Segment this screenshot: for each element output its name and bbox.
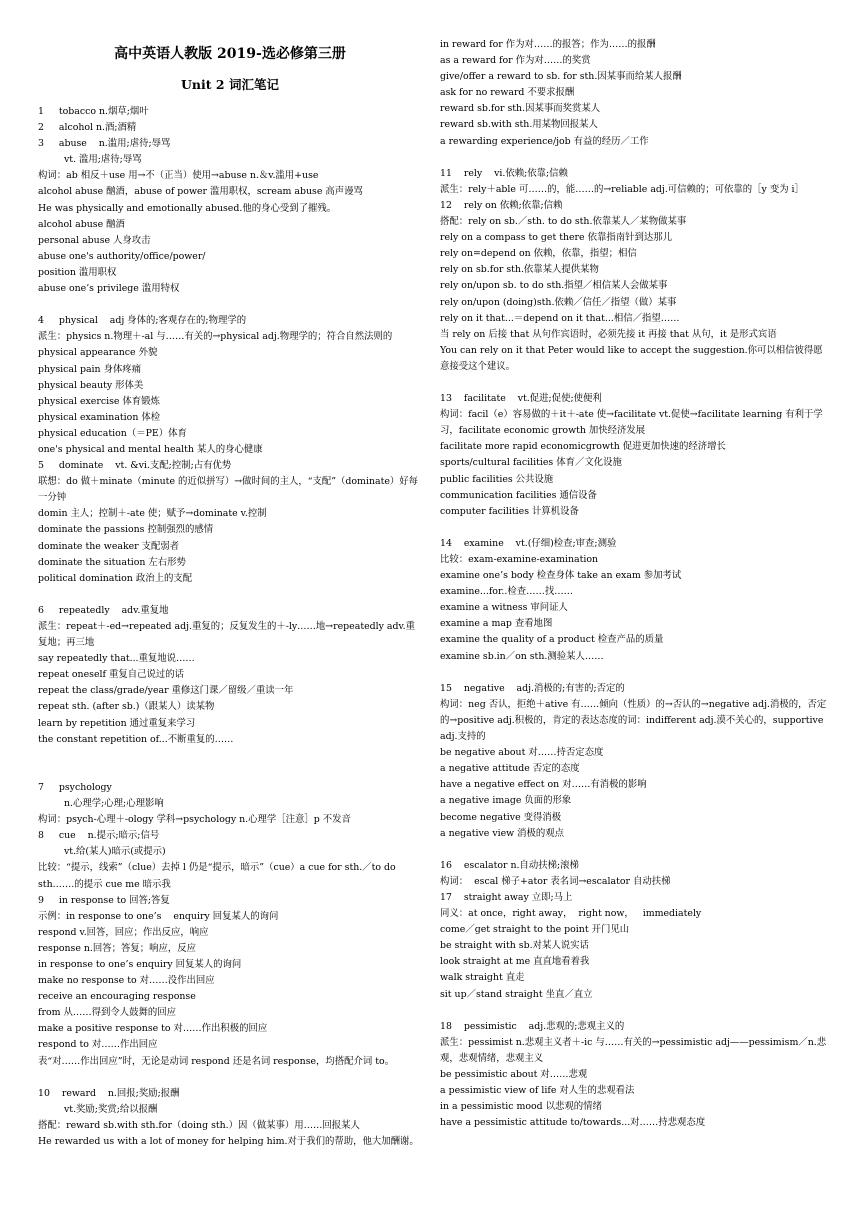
text-line: 构词：neg 否认，拒绝＋ative 有……倾向（性质）的→否认的→negative adj.消极的，否定的→positive adj.积极的，肯定的表达态度的词：indifferent adj.漠不关心的，supportive adj.支持的: [440, 698, 827, 743]
text-line: be pessimistic about 对……悲观: [440, 1069, 588, 1080]
section-gap: [440, 520, 828, 536]
section-gap: [440, 375, 828, 391]
text-line: 构词：psych-心理＋-ology 学科→psychology n.心理学［注意］p 不发音: [38, 814, 351, 826]
text-line: examine a witness 审问证人: [440, 602, 568, 614]
document-title: 高中英语人教版 2019-选必修第三册: [114, 46, 346, 62]
section-gap: [440, 150, 828, 166]
text-line: personal abuse 人身攻击: [38, 234, 151, 246]
text-line: physical beauty 形体美: [38, 379, 144, 391]
text-line: 12 rely on 依赖;依靠;信赖: [440, 199, 563, 211]
text-line: 表“对……作出回应”时，无论是动词 respond 还是名词 response，均搭配介词 to。: [38, 1055, 395, 1067]
text-line: make no response to 对……没作出回应: [38, 975, 215, 987]
text-line: 构词： escal 梯子+ator 表名词→escalator 自动扶梯: [440, 875, 671, 887]
text-line: physical pain 身体疼痛: [38, 363, 142, 375]
text-line: make a positive response to 对……作出积极的回应: [38, 1023, 268, 1035]
text-line: 11 rely vi.依赖;依靠;信赖: [440, 167, 568, 179]
text-line: facilitate more rapid economicgrowth 促进更加快速的经济增长: [440, 441, 726, 453]
text-line: 13 facilitate vt.促进;促使;使便利: [440, 393, 602, 405]
text-line: alcohol abuse 酗酒，abuse of power 滥用职权，scream abuse 高声谩骂: [38, 186, 363, 198]
text-line: 18 pessimistic adj.悲观的;悲观主义的: [440, 1020, 625, 1032]
text-line: vt. 滥用;虐待;辱骂: [64, 154, 142, 166]
text-line: 2 alcohol n.酒;酒精: [38, 122, 137, 134]
text-line: examine sb.in／on sth.测验某人……: [440, 650, 604, 662]
text-line: 搭配：rely on sb.／sth. to do sth.依靠某人／某物做某事: [440, 216, 687, 228]
text-line: political domination 政治上的支配: [38, 572, 193, 584]
text-line: examine a map 查看地图: [440, 618, 553, 630]
section-gap: [440, 1003, 828, 1019]
text-line: dominate the weaker 支配弱者: [38, 540, 180, 552]
text-line: learn by repetition 通过重复来学习: [38, 717, 196, 729]
text-line: examine the quality of a product 检查产品的质量: [440, 634, 664, 646]
text-line: in response to one’s enquiry 回复某人的询问: [38, 958, 242, 970]
right-column: [440, 0, 828, 1131]
text-line: sports/cultural facilities 体育／文化设施: [440, 457, 622, 469]
section-gap: [38, 297, 422, 313]
text-line: ask for no reward 不要求报酬: [440, 87, 575, 99]
section-gap: [440, 842, 828, 858]
document-subtitle: Unit 2 词汇笔记: [181, 77, 279, 92]
text-line: physical education（＝PE）体育: [38, 427, 187, 439]
text-line: 比较：exam-examine-examination: [440, 554, 599, 565]
text-line: 示例：in response to one’s enquiry 回复某人的询问: [38, 910, 279, 922]
text-line: one's physical and mental health 某人的身心健康: [38, 443, 263, 455]
text-line: respond to 对……作出回应: [38, 1039, 158, 1051]
text-line: the constant repetition of...不断重复的……: [38, 733, 234, 745]
text-line: 15 negative adj.消极的;有害的;否定的: [440, 682, 625, 694]
text-line: 1 tobacco n.烟草;烟叶: [38, 106, 149, 117]
text-line: alcohol abuse 酗酒: [38, 218, 125, 230]
text-line: have a negative effect on 对……有消极的影响: [440, 779, 647, 791]
text-line: be straight with sb.对某人说实话: [440, 940, 589, 952]
text-line: physical exercise 体育锻炼: [38, 395, 160, 407]
text-line: as a reward for 作为对……的奖赏: [440, 55, 591, 67]
right-column-lines: [440, 37, 828, 1131]
text-line: vt.奖励;奖赏;给以报酬: [64, 1103, 158, 1115]
text-line: vt.给(某人)暗示(或提示): [64, 846, 166, 858]
text-line: dominate the passions 控制强烈的感情: [38, 524, 214, 536]
text-line: computer facilities 计算机设备: [440, 505, 579, 517]
text-line: You can rely on it that Peter would like to accept the suggestion.你可以相信彼得愿意接受这个建议。: [440, 344, 823, 372]
text-line: physical appearance 外貌: [38, 347, 158, 359]
text-line: 派生：rely＋able 可……的，能……的→reliable adj.可信赖的；可依靠的［y 变为 i］: [440, 183, 804, 195]
text-line: in reward for 作为对……的报答；作为……的报酬: [440, 39, 656, 50]
text-line: 3 abuse n.滥用;虐待;辱骂: [38, 138, 171, 150]
text-line: be negative about 对……持否定态度: [440, 747, 604, 759]
text-line: rely on/upon (doing)sth.依赖／信任／指望（做）某事: [440, 296, 677, 308]
text-line: 10 reward n.回报;奖励;报酬: [38, 1087, 180, 1099]
text-line: He rewarded us with a lot of money for helping him.对于我们的帮助，他大加酬谢。: [38, 1136, 419, 1147]
text-line: 4 physical adj 身体的;客观存在的;物理学的: [38, 315, 247, 327]
text-line: communication facilities 通信设备: [440, 489, 597, 501]
section-gap: [38, 1070, 422, 1086]
text-line: 5 dominate vt. &vi.支配;控制;占有优势: [38, 460, 232, 472]
text-line: sit up／stand straight 坐直／直立: [440, 988, 593, 1000]
text-line: response n.回答；答复；响应，反应: [38, 942, 197, 954]
text-line: position 滥用职权: [38, 266, 117, 278]
text-line: look straight at me 直直地看着我: [440, 956, 590, 968]
text-line: 派生：repeat＋-ed→repeated adj.重复的；反复发生的＋-ly……地→repeatedly adv.重复地；再三地: [38, 621, 416, 649]
text-line: in a pessimistic mood 以悲观的情绪: [440, 1101, 602, 1113]
text-line: 16 escalator n.自动扶梯;滚梯: [440, 859, 579, 871]
text-line: a pessimistic view of life 对人生的悲观看法: [440, 1085, 635, 1097]
text-line: 派生：physics n.物理＋-al 与……有关的→physical adj.物理学的；符合自然法则的: [38, 331, 393, 343]
text-line: walk straight 直走: [440, 972, 525, 984]
section-gap: [38, 587, 422, 603]
text-line: public facilities 公共设施: [440, 473, 554, 485]
text-line: 同义：at once，right away， right now， immediately: [440, 908, 702, 920]
text-line: examine one’s body 检查身体 take an exam 参加考试: [440, 570, 682, 582]
text-line: examine...for..检查……找……: [440, 586, 573, 598]
text-line: from 从……得到令人鼓舞的回应: [38, 1007, 176, 1019]
section-gap: [440, 665, 828, 681]
text-line: a negative image 负面的形象: [440, 795, 572, 807]
text-line: reward sb.for sth.因某事而奖赏某人: [440, 103, 601, 115]
text-line: say repeatedly that...重复地说……: [38, 653, 195, 665]
text-line: He was physically and emotionally abused.他的身心受到了摧残。: [38, 202, 337, 214]
text-line: 17 straight away 立即;马上: [440, 891, 573, 903]
text-line: rely on sb.for sth.依靠某人提供某物: [440, 264, 599, 276]
text-line: a negative attitude 否定的态度: [440, 763, 580, 775]
text-line: become negative 变得消极: [440, 811, 562, 823]
text-line: repeat oneself 重复自己说过的话: [38, 669, 184, 681]
text-line: abuse one’s privilege 滥用特权: [38, 283, 180, 295]
text-line: 构词：facil（e）容易做的＋it＋-ate 使→facilitate vt.促使→facilitate learning 有利于学习，facilitate economic growth 加快经济发展: [440, 409, 823, 437]
text-line: 构词：ab 相反＋use 用→不（正当）使用→abuse n.＆v.滥用+use: [38, 170, 319, 182]
left-column: [38, 0, 422, 1150]
text-line: domin 主人；控制＋-ate 使；赋予→dominate v.控制: [38, 508, 267, 520]
text-line: rely on/upon sb. to do sth.指望／相信某人会做某事: [440, 280, 668, 292]
text-line: 7 psychology: [38, 781, 112, 793]
text-line: 8 cue n.提示;暗示;信号: [38, 830, 160, 842]
text-line: 9 in response to 回答;答复: [38, 894, 170, 906]
text-line: dominate the situation 左右形势: [38, 556, 186, 568]
text-line: 当 rely on 后接 that 从句作宾语时，必须先接 it 再接 that 从句，it 是形式宾语: [440, 328, 777, 340]
text-line: 派生：pessimist n.悲观主义者＋-ic 与……有关的→pessimistic adj——pessimism／n.悲观，悲观情绪，悲观主义: [440, 1036, 827, 1064]
text-line: repeat sth. (after sb.)（跟某人）读某物: [38, 701, 215, 713]
text-line: 6 repeatedly adv.重复地: [38, 604, 169, 616]
text-line: repeat the class/grade/year 重修这门课／留级／重读一年: [38, 685, 294, 697]
text-line: come／get straight to the point 开门见山: [440, 924, 630, 936]
text-line: 联想：do 做＋minate（minute 的近似拼写）→做时间的主人，“支配”（dominate）好每一分钟: [38, 476, 419, 504]
text-line: give/offer a reward to sb. for sth.因某事而给某人报酬: [440, 71, 682, 83]
text-line: reward sb.with sth.用某物回报某人: [440, 119, 598, 131]
text-line: have a pessimistic attitude to/towards...对……持悲观态度: [440, 1117, 706, 1129]
text-line: a negative view 消极的观点: [440, 827, 565, 839]
text-line: rely on it that...＝depend on it that...相信／指望……: [440, 312, 680, 324]
text-line: respond v.回答，回应；作出反应，响应: [38, 926, 209, 938]
section-gap: [38, 764, 422, 780]
text-line: n.心理学;心理;心理影响: [64, 798, 164, 810]
text-line: 搭配：reward sb.with sth.for（doing sth.）因（做某事）用……回报某人: [38, 1119, 360, 1131]
text-line: physical examination 体检: [38, 411, 161, 423]
text-line: 比较：“提示，线索”（clue）去掉 l 仍是“提示，暗示”（cue）a cue for sth.／to do sth.……的提示 cue me 暗示我: [38, 862, 396, 890]
left-column-lines: [38, 104, 422, 1150]
text-line: receive an encouraging response: [38, 991, 196, 1003]
section-gap: [38, 748, 422, 764]
text-line: abuse one's authority/office/power/: [38, 250, 206, 262]
text-line: rely on=depend on 依赖，依靠，指望；相信: [440, 248, 637, 260]
text-line: a rewarding experience/job 有益的经历／工作: [440, 135, 649, 147]
text-line: rely on a compass to get there 依靠指南针到达那儿: [440, 232, 672, 244]
text-line: 14 examine vt.(仔细)检查;审查;测验: [440, 537, 617, 549]
